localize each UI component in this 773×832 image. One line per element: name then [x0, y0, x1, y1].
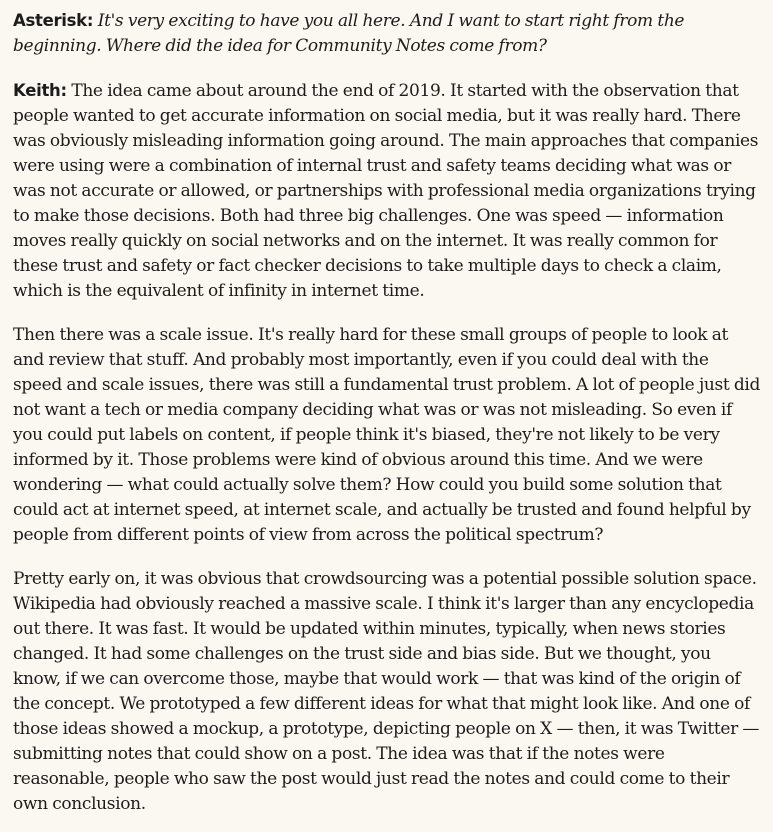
answer-text: The idea came about around the end of 2019. It started with the observation that people wanted to get accurate information on social media, but it was really hard. There was obviously misleading information going around. The main approaches that companies were using were a combination of internal trust and safety teams deciding what was or was not accurate or allowed, or partnerships with professional media organizations trying to make those decisions. Both had three big challenges. One was speed — information moves really quickly on social networks and on the internet. It was really common for these trust and safety or fact checker decisions to take multiple days to check a claim, which is the equivalent of infinity in internet time.: [13, 81, 759, 301]
answer-paragraph-2: Then there was a scale issue. It's really hard for these small groups of people to look at and review that stuff. And probably most importantly, even if you could deal with the speed and scale issues, there was still a fundamental trust problem. A lot of people just did not want a tech or media company deciding what was or was not misleading. So even if you could put labels on content, if people think it's biased, they're not likely to be very informed by it. Those problems were kind of obvious around this time. And we were wondering — what could actually solve them? How could you build some solution that could act at internet speed, at internet scale, and actually be trusted and found helpful by people from different points of view from across the political spectrum?: [13, 325, 761, 545]
answer-paragraph-3: Pretty early on, it was obvious that crowdsourcing was a potential possible solution space. Wikipedia had obviously reached a massive scale. I think it's larger than any encyclopedia out there. It was fast. It would be updated within minutes, typically, when news stories changed. It had some challenges on the trust side and bias side. But we thought, you know, if we can overcome those, maybe that would work — that was kind of the origin of the concept. We prototyped a few different ideas for what that might look like. And one of those ideas showed a mockup, a prototype, depicting people on X — then, it was Twitter — submitting notes that could show on a post. The idea was that if the notes were reasonable, people who saw the post would just read the notes and could come to their own conclusion.: [13, 569, 760, 814]
interview-answer: [13, 78, 761, 304]
interview-question: [13, 8, 761, 59]
question-text: It's very exciting to have you all here. And I want to start right from the beginning. Where did the idea for Community Notes come from?: [13, 11, 685, 56]
speaker-label: Asterisk:: [13, 11, 94, 30]
speaker-label: Keith:: [13, 81, 67, 100]
